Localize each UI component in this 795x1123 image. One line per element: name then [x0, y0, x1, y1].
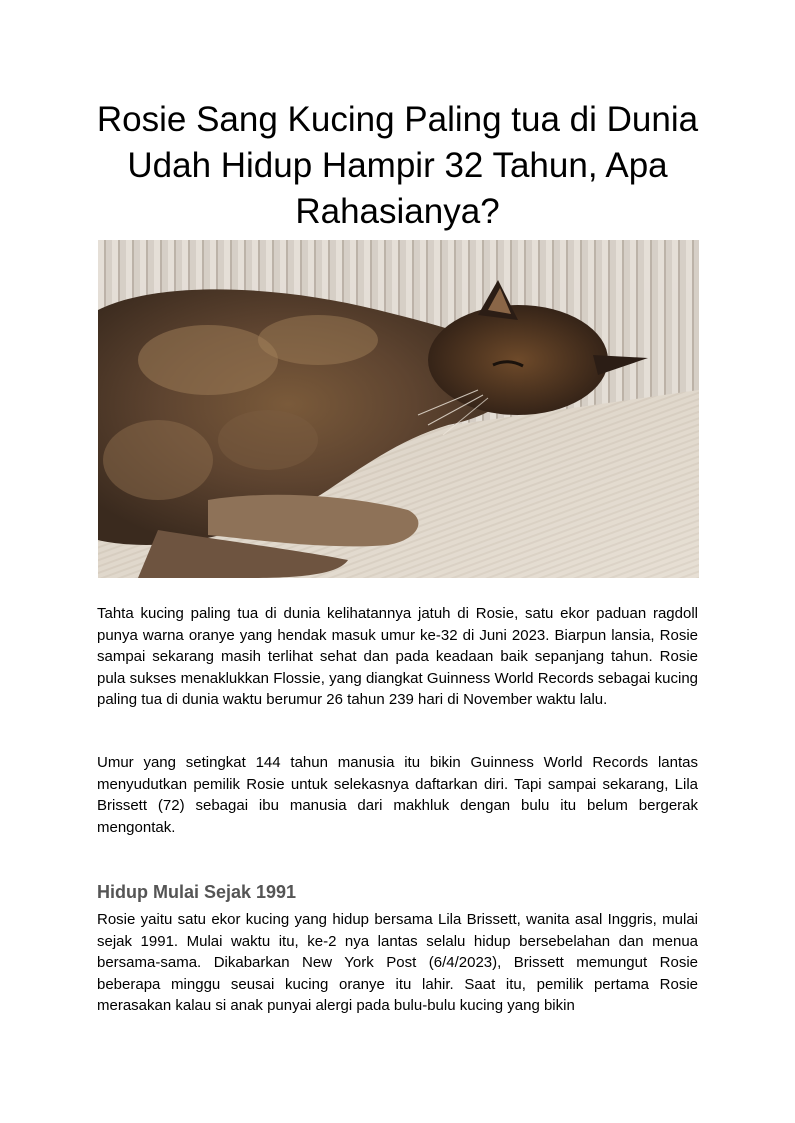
article-paragraph-1: Tahta kucing paling tua di dunia kelihatannya jatuh di Rosie, satu ekor paduan ragdoll punya warna oranye yang hendak masuk umur ke-32 di Juni 2023. Biarpun lansia, Rosie sampai sekarang masih terlihat sehat dan pada keadaan baik sepanjang tahun. Rosie pula sukses menaklukkan Flossie, yang diangkat Guinness World Records sebagai kucing paling tua di dunia waktu berumur 26 tahun 239 hari di November waktu lalu.: [97, 605, 698, 708]
article-paragraph-2: Umur yang setingkat 144 tahun manusia itu bikin Guinness World Records lantas menyudutkan pemilik Rosie untuk selekasnya daftarkan diri. Tapi sampai sekarang, Lila Brissett (72) sebagai ibu manusia dari makhluk dengan bulu itu belum bergerak mengontak.: [97, 754, 698, 836]
section-heading: Hidup Mulai Sejak 1991: [97, 882, 297, 902]
article-title: Rosie Sang Kucing Paling tua di Dunia Udah Hidup Hampir 32 Tahun, Apa Rahasianya?: [96, 100, 699, 231]
article-paragraph-3: Rosie yaitu satu ekor kucing yang hidup bersama Lila Brissett, wanita asal Inggris, mulai sejak 1991. Mulai waktu itu, ke-2 nya lantas selalu hidup bersebelahan dan menua bersama-sama. Dikabarkan New York Post (6/4/2023), Brissett memungut Rosie beberapa minggu seusai kucing oranye itu lahir. Saat itu, pemilik pertama Rosie merasakan kalau si anak punyai alergi pada bulu-bulu kucing yang bikin: [97, 911, 698, 1014]
cat-photo: [98, 240, 699, 578]
